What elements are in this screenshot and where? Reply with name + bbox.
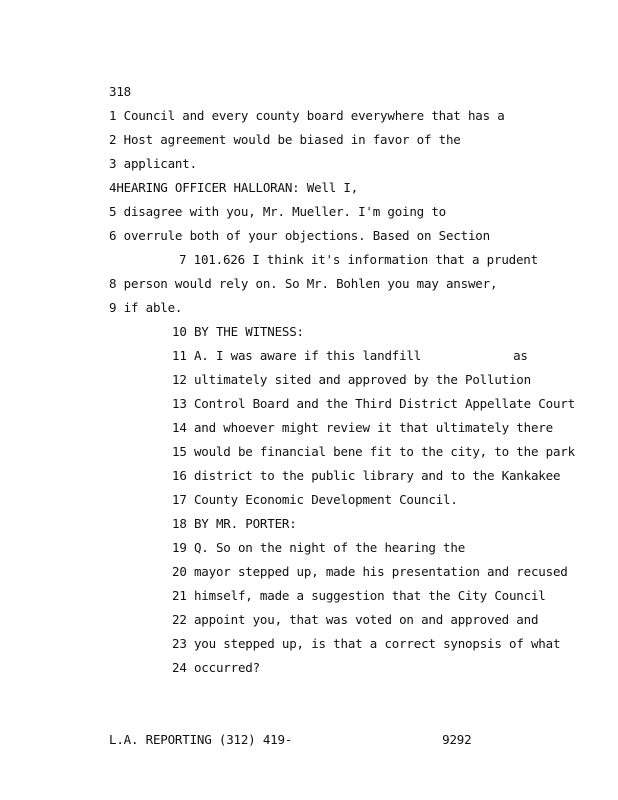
transcript-line [172,372,531,388]
transcript-line [172,636,560,652]
transcript-line [172,444,575,460]
line-text: County Economic Development Council. [193,492,458,507]
line-text: would be financial bene fit to the city, to the park [193,444,575,459]
transcript-line [172,588,546,604]
line-number: 17 [172,492,187,507]
line-number: 12 [172,372,187,387]
line-text: person would rely on. So Mr. Bohlen you may answer, [123,276,498,291]
line-number: 16 [172,468,187,483]
page-number: 318 [109,84,131,99]
transcript-line [172,324,304,340]
line-text: if able. [123,300,183,315]
line-number: 14 [172,420,187,435]
line-text: Control Board and the Third District Appellate Court [193,396,575,411]
transcript-line [109,228,490,244]
line-text: Council and every county board everywhere that has a [123,108,505,123]
transcript-line [172,348,528,364]
transcript-line [109,276,497,292]
line-number: 3 [109,156,117,171]
line-text: disagree with you, Mr. Mueller. I'm going to [123,204,446,219]
footer-phone-suffix: 9292 [442,732,472,747]
line-text: and whoever might review it that ultimately there [193,420,553,435]
footer-reporter: L.A. REPORTING (312) 419- [109,732,293,747]
line-text-continued: as [513,348,528,363]
line-text: ultimately sited and approved by the Pollution [193,372,531,387]
transcript-line [172,516,297,532]
line-text: Q. So on the night of the hearing the [193,540,466,555]
line-number: 21 [172,588,187,603]
line-number: 15 [172,444,187,459]
line-number: 22 [172,612,187,627]
line-number: 7 [179,252,187,267]
line-text: HEARING OFFICER HALLORAN: Well I, [116,180,359,195]
line-number: 11 [172,348,187,363]
line-number: 4 [109,180,117,195]
line-number: 8 [109,276,117,291]
line-number: 18 [172,516,187,531]
line-number: 9 [109,300,117,315]
transcript-line [172,660,260,676]
line-text: A. I was aware if this landfill [193,348,422,363]
transcript-line [172,564,568,580]
line-number: 5 [109,204,117,219]
line-text: appoint you, that was voted on and approved and [193,612,539,627]
line-text: 101.626 I think it's information that a prudent [193,252,538,267]
footer [109,732,471,748]
line-number: 10 [172,324,187,339]
line-number: 1 [109,108,117,123]
transcript-line [109,204,446,220]
line-text: occurred? [193,660,260,675]
line-text: mayor stepped up, made his presentation and recused [193,564,568,579]
line-number: 20 [172,564,187,579]
line-text: you stepped up, is tha [193,636,356,651]
line-text: Host agreement would be biased in favor of the [123,132,461,147]
transcript-line [172,468,560,484]
transcript-line [179,252,538,268]
line-number: 2 [109,132,117,147]
line-number: 6 [109,228,117,243]
line-text: applicant. [123,156,197,171]
transcript-line [109,300,182,316]
line-text: overrule both of your objections. Based on Section [123,228,490,243]
transcript-line [109,108,505,124]
line-number: 23 [172,636,187,651]
transcript-line [172,396,575,412]
line-text: BY MR. PORTER: [193,516,297,531]
line-number: 24 [172,660,187,675]
transcript-line [172,612,538,628]
line-text: BY THE WITNESS: [193,324,304,339]
line-number: 19 [172,540,187,555]
transcript-line [109,132,461,148]
transcript-line [172,420,553,436]
line-number: 13 [172,396,187,411]
transcript-line [172,492,458,508]
line-text: district to the public library and to the Kankakee [193,468,561,483]
transcript-line [172,540,465,556]
line-text-continued: t a correct synopsis of what [355,636,561,651]
transcript-line [109,180,358,196]
line-text: himself, made a suggestion that the City Council [193,588,546,603]
transcript-line [109,156,197,172]
